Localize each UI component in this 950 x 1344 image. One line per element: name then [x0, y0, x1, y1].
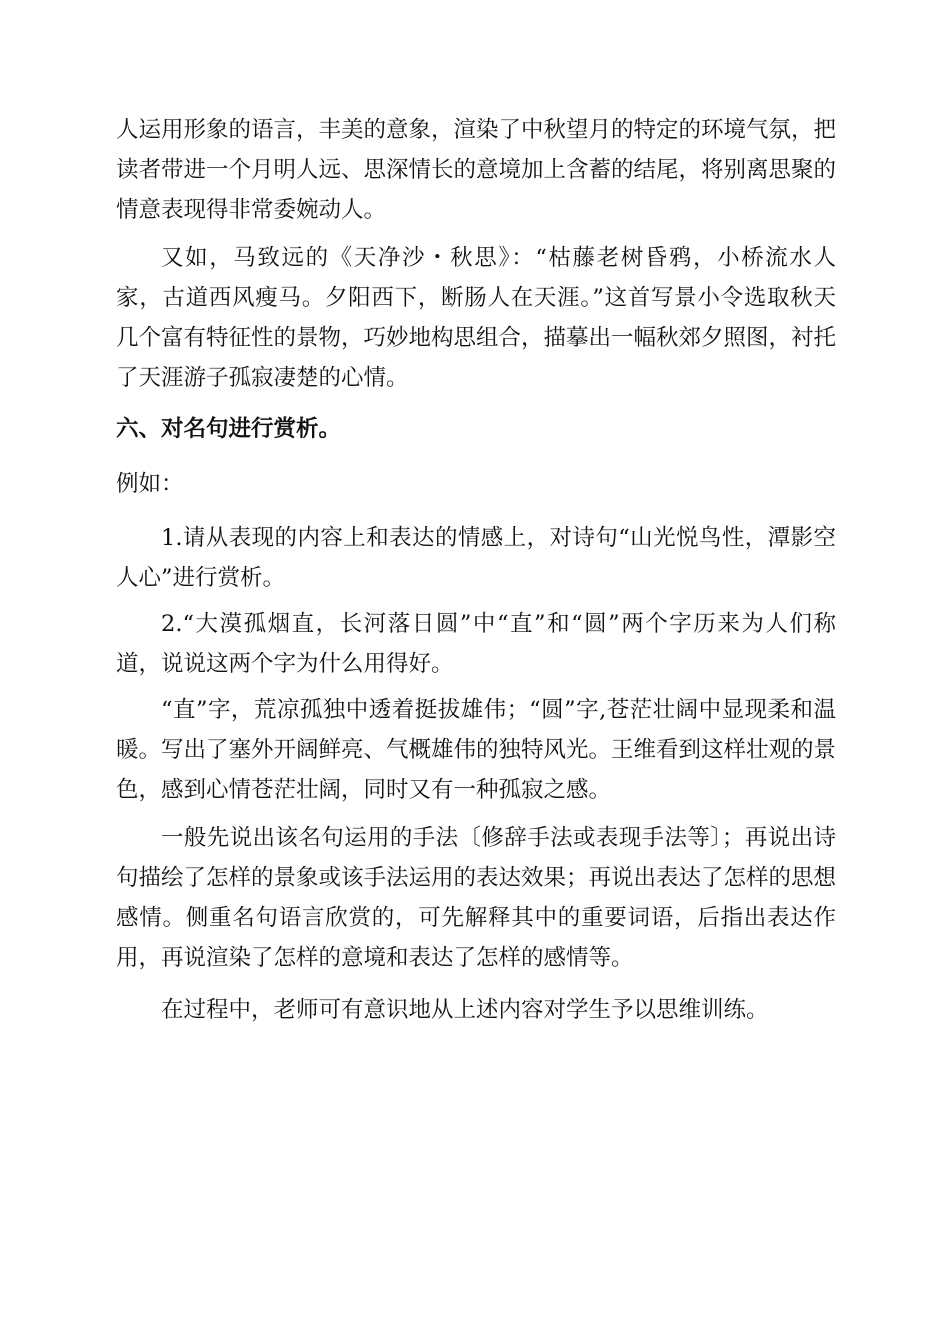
- paragraph-question-1: 1.请从表现的内容上和表达的情感上，对诗句“山光悦鸟性，潭影空人心”进行赏析。: [116, 525, 836, 591]
- paragraph-autumn-thoughts: 又如，马致远的《天净沙・秋思》：“枯藤老树昏鸦，小桥流水人家，古道西风瘦马。夕阳西下，断肠人在天涯。”这首写景小令选取秋天几个富有特征性的景物，巧妙地构思组合，描摹出一幅秋郊夕照图，衬托了天涯游子孤寂凄楚的心情。: [116, 245, 837, 391]
- paragraph-question-2: 2.“大漠孤烟直，长河落日圆”中“直”和“圆”两个字历来为人们称道，说说这两个字为什么用得好。: [116, 611, 836, 677]
- paragraph-method: 一般先说出该名句运用的手法〔修辞手法或表现手法等〕；再说出诗句描绘了怎样的景象或该手法运用的表达效果；再说出表达了怎样的思想感情。侧重名句语言欣赏的，可先解释其中的重要词语，后指出表达作用，再说渲染了怎样的意境和表达了怎样的感情等。: [116, 825, 837, 971]
- paragraph-answer-2: “直”字，荒凉孤独中透着挺拔雄伟；“圆”字,苍茫壮阔中显现柔和温暖。写出了塞外开阔鲜亮、气概雄伟的独特风光。王维看到这样壮观的景色，感到心情苍茫壮阔，同时又有一种孤寂之感。: [116, 697, 837, 803]
- section-heading-famous-lines: 六、对名句进行赏析。: [116, 416, 342, 442]
- paragraph-example-intro: 例如：: [116, 471, 184, 497]
- paragraph-teacher-note: 在过程中，老师可有意识地从上述内容对学生予以思维训练。: [161, 997, 769, 1023]
- paragraph-moon-analysis: 人运用形象的语言，丰美的意象，渲染了中秋望月的特定的环境气氛，把读者带进一个月明人远、思深情长的意境加上含蓄的结尾，将别离思聚的情意表现得非常委婉动人。: [116, 117, 837, 223]
